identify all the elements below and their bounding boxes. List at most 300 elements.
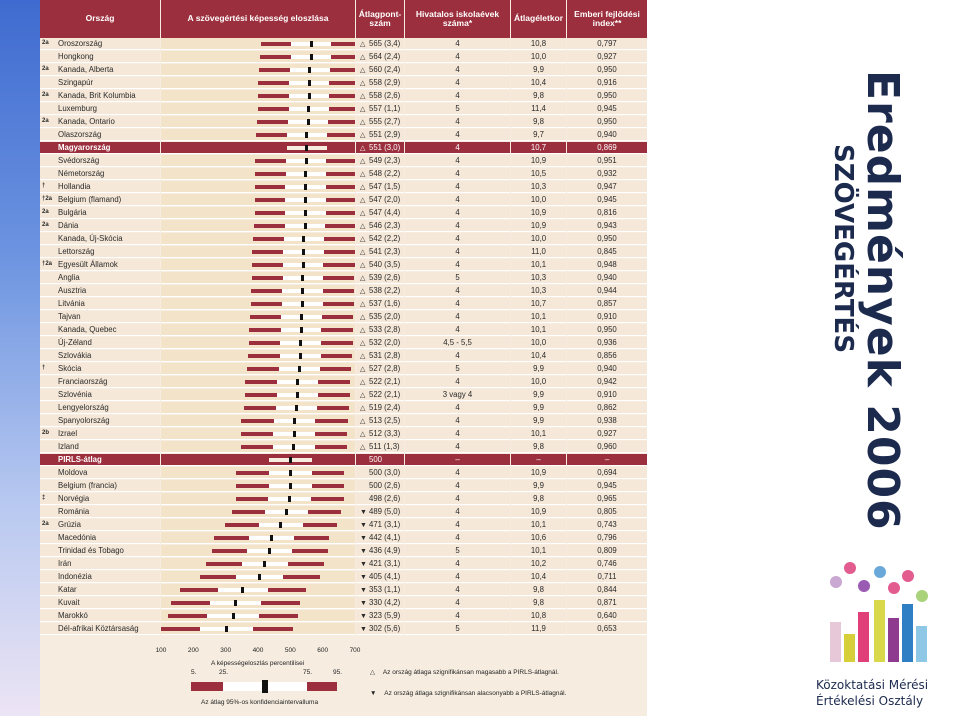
years-cell: 4 bbox=[405, 311, 510, 323]
axis-tick-label: 300 bbox=[220, 647, 232, 654]
mean-ci-marker bbox=[304, 197, 307, 203]
country-cell bbox=[40, 441, 160, 453]
table-row bbox=[40, 337, 647, 350]
percentile-bar-high bbox=[253, 627, 293, 631]
header-distribution: A szövegértési képesség eloszlása bbox=[161, 0, 356, 38]
score-cell bbox=[356, 558, 404, 570]
triangle-up-icon: △ bbox=[360, 418, 366, 425]
score-value: 522 (2,1) bbox=[369, 377, 401, 386]
age-cell: 9,9 bbox=[511, 402, 566, 414]
distribution-cell bbox=[161, 584, 355, 596]
score-value: 555 (2,7) bbox=[369, 117, 401, 126]
country-name: Szingapúr bbox=[58, 78, 94, 87]
years-cell: 4 bbox=[405, 38, 510, 50]
country-cell bbox=[40, 584, 160, 596]
table-row bbox=[40, 181, 647, 194]
legend-p5: 5. bbox=[191, 669, 197, 676]
percentile-bar-low bbox=[258, 94, 289, 98]
country-cell bbox=[40, 298, 160, 310]
legend-p75: 75. bbox=[303, 669, 313, 676]
score-value: 531 (2,8) bbox=[369, 351, 401, 360]
country-name: Trinidad és Tobago bbox=[58, 546, 124, 555]
mean-ci-marker bbox=[293, 418, 296, 424]
country-cell bbox=[40, 168, 160, 180]
years-cell: 4 bbox=[405, 129, 510, 141]
score-value: 500 (3,0) bbox=[369, 468, 401, 477]
score-cell bbox=[356, 467, 404, 479]
mean-ci-marker bbox=[289, 470, 292, 476]
country-cell bbox=[40, 116, 160, 128]
score-value: 489 (5,0) bbox=[369, 507, 401, 516]
score-cell bbox=[356, 493, 404, 505]
table-row bbox=[40, 246, 647, 259]
country-cell bbox=[40, 155, 160, 167]
score-cell bbox=[356, 77, 404, 89]
score-cell bbox=[356, 311, 404, 323]
triangle-up-icon: △ bbox=[360, 67, 366, 74]
distribution-cell bbox=[161, 376, 355, 388]
country-cell bbox=[40, 402, 160, 414]
triangle-up-icon: △ bbox=[360, 106, 366, 113]
distribution-cell bbox=[161, 519, 355, 531]
country-cell bbox=[40, 207, 160, 219]
triangle-up-icon: △ bbox=[360, 171, 366, 178]
years-cell: 4,5 - 5,5 bbox=[405, 337, 510, 349]
legend-ci-marker bbox=[262, 680, 268, 693]
percentile-bar-high bbox=[326, 172, 355, 176]
distribution-cell bbox=[161, 142, 355, 154]
percentile-bar-low bbox=[244, 406, 276, 410]
age-cell: 10,0 bbox=[511, 376, 566, 388]
title-block bbox=[808, 70, 918, 531]
percentile-bar-high bbox=[324, 250, 355, 254]
country-cell bbox=[40, 480, 160, 492]
age-cell: 10,4 bbox=[511, 77, 566, 89]
mean-ci-marker bbox=[304, 223, 307, 229]
percentile-bar-low bbox=[257, 120, 288, 124]
score-cell bbox=[356, 155, 404, 167]
hdi-cell: 0,910 bbox=[567, 389, 647, 401]
score-cell bbox=[356, 623, 404, 635]
logo-dot-6 bbox=[902, 570, 914, 582]
percentile-bar-low bbox=[255, 172, 286, 176]
country-cell bbox=[40, 350, 160, 362]
percentile-bar-low bbox=[258, 107, 289, 111]
mean-ci-marker bbox=[296, 392, 299, 398]
age-cell: 10,4 bbox=[511, 350, 566, 362]
table-row bbox=[40, 428, 647, 441]
years-cell: 4 bbox=[405, 220, 510, 232]
logo-text-line2: Értékelési Osztály bbox=[816, 694, 924, 708]
years-cell: 4 bbox=[405, 51, 510, 63]
table-row bbox=[40, 623, 647, 636]
percentile-bar-high bbox=[330, 68, 355, 72]
percentile-bar-high bbox=[322, 315, 353, 319]
hdi-cell: 0,947 bbox=[567, 181, 647, 193]
score-cell bbox=[356, 480, 404, 492]
triangle-down-icon: ▼ bbox=[360, 509, 367, 516]
years-cell: 4 bbox=[405, 155, 510, 167]
table-row bbox=[40, 77, 647, 90]
percentile-bar-high bbox=[329, 81, 355, 85]
years-cell: 4 bbox=[405, 441, 510, 453]
score-value: 535 (2,0) bbox=[369, 312, 401, 321]
hdi-cell: 0,910 bbox=[567, 311, 647, 323]
hdi-cell: 0,950 bbox=[567, 324, 647, 336]
axis-tick-label: 500 bbox=[284, 647, 296, 654]
country-name: Hongkong bbox=[58, 52, 94, 61]
percentile-bar-high bbox=[308, 510, 341, 514]
mean-ci-marker bbox=[305, 145, 308, 151]
hdi-cell: 0,816 bbox=[567, 207, 647, 219]
score-value: 557 (1,1) bbox=[369, 104, 401, 113]
percentile-bar-low bbox=[252, 276, 283, 280]
score-value: 471 (3,1) bbox=[369, 520, 401, 529]
table-row bbox=[40, 415, 647, 428]
percentile-bar-high bbox=[321, 354, 352, 358]
footnote-mark: 2a bbox=[42, 209, 49, 215]
country-name: Kanada, Quebec bbox=[58, 325, 117, 334]
logo-text-line1: Közoktatási Mérési bbox=[816, 678, 929, 692]
score-cell bbox=[356, 506, 404, 518]
table-row bbox=[40, 519, 647, 532]
triangle-up-icon: △ bbox=[360, 353, 366, 360]
distribution-cell bbox=[161, 532, 355, 544]
percentile-bar-low bbox=[255, 159, 286, 163]
distribution-cell bbox=[161, 129, 355, 141]
country-name: Katar bbox=[58, 585, 77, 594]
note-lower-text: Az ország átlaga szignifikánsan alacsonyabb a PIRLS-átlagnál. bbox=[384, 690, 567, 697]
hdi-cell: 0,945 bbox=[567, 194, 647, 206]
years-cell: 4 bbox=[405, 259, 510, 271]
country-cell bbox=[40, 77, 160, 89]
hdi-cell: 0,797 bbox=[567, 38, 647, 50]
logo-dot-2 bbox=[844, 562, 856, 574]
mean-ci-marker bbox=[293, 431, 296, 437]
country-name: Románia bbox=[58, 507, 90, 516]
table-row bbox=[40, 298, 647, 311]
logo-bar-1 bbox=[830, 622, 841, 662]
percentile-bar-high bbox=[318, 393, 350, 397]
percentile-bar-low bbox=[256, 146, 287, 150]
age-cell: 9,8 bbox=[511, 597, 566, 609]
triangle-up-icon: △ bbox=[360, 379, 366, 386]
score-cell bbox=[356, 610, 404, 622]
triangle-down-icon: ▼ bbox=[360, 561, 367, 568]
distribution-cell bbox=[161, 415, 355, 427]
header-score: Átlagpont- szám bbox=[356, 0, 405, 38]
percentile-bar-high bbox=[315, 432, 347, 436]
triangle-down-icon: ▼ bbox=[360, 613, 367, 620]
mean-ci-marker bbox=[300, 314, 303, 320]
percentile-bar-low bbox=[214, 536, 249, 540]
hdi-cell: 0,942 bbox=[567, 376, 647, 388]
score-value: 500 (2,6) bbox=[369, 481, 401, 490]
percentile-bar-low bbox=[241, 419, 273, 423]
age-cell: 11,9 bbox=[511, 623, 566, 635]
score-value: 436 (4,9) bbox=[369, 546, 401, 555]
percentile-bar-low bbox=[168, 614, 208, 618]
country-cell bbox=[40, 506, 160, 518]
distribution-cell bbox=[161, 103, 355, 115]
percentile-bar-low bbox=[259, 68, 290, 72]
distribution-cell bbox=[161, 285, 355, 297]
country-cell bbox=[40, 519, 160, 531]
country-cell bbox=[40, 623, 160, 635]
score-cell bbox=[356, 142, 404, 154]
triangle-up-icon: △ bbox=[360, 158, 366, 165]
triangle-up-icon: △ bbox=[360, 132, 366, 139]
distribution-cell bbox=[161, 90, 355, 102]
country-cell bbox=[40, 181, 160, 193]
percentile-bar-high bbox=[327, 146, 355, 150]
significance-legend bbox=[370, 660, 640, 710]
distribution-cell bbox=[161, 272, 355, 284]
percentile-bar-high bbox=[315, 445, 347, 449]
score-cell bbox=[356, 129, 404, 141]
country-cell bbox=[40, 428, 160, 440]
age-cell: 10,1 bbox=[511, 519, 566, 531]
percentile-bar-low bbox=[253, 237, 284, 241]
age-cell: 10,6 bbox=[511, 532, 566, 544]
table-row bbox=[40, 142, 647, 155]
score-value: 533 (2,8) bbox=[369, 325, 401, 334]
score-cell bbox=[356, 350, 404, 362]
score-value: 547 (1,5) bbox=[369, 182, 401, 191]
age-cell: 10,0 bbox=[511, 194, 566, 206]
country-cell bbox=[40, 376, 160, 388]
hdi-cell: 0,940 bbox=[567, 272, 647, 284]
age-cell: 10,1 bbox=[511, 428, 566, 440]
years-cell: 4 bbox=[405, 428, 510, 440]
age-cell: 9,9 bbox=[511, 363, 566, 375]
mean-ci-marker bbox=[308, 67, 311, 73]
country-name: Irán bbox=[58, 559, 72, 568]
country-name: Olaszország bbox=[58, 130, 102, 139]
score-value: 548 (2,2) bbox=[369, 169, 401, 178]
years-cell: 4 bbox=[405, 233, 510, 245]
score-value: 323 (5,9) bbox=[369, 611, 401, 620]
percentile-bar-low bbox=[200, 575, 236, 579]
header-hdi: Emberi fejlődési index** bbox=[567, 0, 647, 38]
hdi-cell: 0,945 bbox=[567, 103, 647, 115]
logo-bar-5 bbox=[888, 618, 899, 662]
percentile-bar-high bbox=[294, 536, 329, 540]
score-cell bbox=[356, 441, 404, 453]
table-row bbox=[40, 129, 647, 142]
axis-tick-label: 400 bbox=[252, 647, 264, 654]
percentile-bar-high bbox=[321, 328, 352, 332]
percentile-bar-low bbox=[206, 562, 242, 566]
mean-ci-marker bbox=[300, 327, 303, 333]
score-value: 498 (2,6) bbox=[369, 494, 401, 503]
score-cell bbox=[356, 38, 404, 50]
table-row bbox=[40, 38, 647, 51]
hdi-cell: 0,940 bbox=[567, 363, 647, 375]
percentile-bar-low bbox=[258, 81, 289, 85]
percentile-bar-high bbox=[312, 458, 345, 462]
hdi-cell: 0,948 bbox=[567, 259, 647, 271]
table-row bbox=[40, 220, 647, 233]
distribution-cell bbox=[161, 610, 355, 622]
country-name: Marokkó bbox=[58, 611, 88, 620]
percentile-bar-high bbox=[303, 523, 337, 527]
country-name: Indonézia bbox=[58, 572, 92, 581]
hdi-cell: 0,950 bbox=[567, 233, 647, 245]
triangle-up-icon: △ bbox=[370, 669, 375, 676]
distribution-cell bbox=[161, 545, 355, 557]
age-cell: 9,9 bbox=[511, 389, 566, 401]
age-cell: 9,8 bbox=[511, 116, 566, 128]
years-cell: 4 bbox=[405, 571, 510, 583]
country-name: Izrael bbox=[58, 429, 78, 438]
axis-tick-label: 200 bbox=[187, 647, 199, 654]
hdi-cell: 0,653 bbox=[567, 623, 647, 635]
age-cell: 11,0 bbox=[511, 246, 566, 258]
percentile-bar-low bbox=[180, 588, 218, 592]
mean-ci-marker bbox=[305, 158, 308, 164]
age-cell: 10,9 bbox=[511, 467, 566, 479]
table-row bbox=[40, 545, 647, 558]
years-cell: 4 bbox=[405, 493, 510, 505]
score-cell bbox=[356, 207, 404, 219]
percentile-bar-high bbox=[261, 601, 300, 605]
mean-ci-marker bbox=[307, 106, 310, 112]
footnote-mark: †2a bbox=[42, 196, 53, 202]
mean-ci-marker bbox=[288, 496, 291, 502]
hdi-cell: 0,869 bbox=[567, 142, 647, 154]
percentile-bar-high bbox=[321, 341, 352, 345]
table-row bbox=[40, 597, 647, 610]
hdi-cell: 0,950 bbox=[567, 116, 647, 128]
mean-ci-marker bbox=[298, 366, 301, 372]
percentile-bar-low bbox=[236, 484, 269, 488]
percentile-bar-low bbox=[245, 393, 277, 397]
age-cell: 9,9 bbox=[511, 415, 566, 427]
percentile-bar-high bbox=[268, 588, 306, 592]
hdi-cell: 0,927 bbox=[567, 51, 647, 63]
footnote-mark: 2a bbox=[42, 40, 49, 46]
distribution-cell bbox=[161, 467, 355, 479]
percentile-bar-high bbox=[318, 380, 350, 384]
triangle-down-icon: ▼ bbox=[370, 690, 377, 697]
hdi-cell: 0,857 bbox=[567, 298, 647, 310]
percentile-bar-high bbox=[328, 120, 355, 124]
mean-ci-marker bbox=[296, 379, 299, 385]
years-cell: 4 bbox=[405, 532, 510, 544]
mean-ci-marker bbox=[299, 353, 302, 359]
triangle-up-icon: △ bbox=[360, 444, 366, 451]
percentile-bar-low bbox=[232, 510, 265, 514]
score-value: 537 (1,6) bbox=[369, 299, 401, 308]
legend-bar-outer-right bbox=[307, 682, 337, 691]
percentile-bar-low bbox=[250, 315, 281, 319]
percentile-bar-low bbox=[236, 497, 269, 501]
table-row bbox=[40, 467, 647, 480]
table-row bbox=[40, 610, 647, 623]
score-value: 421 (3,1) bbox=[369, 559, 401, 568]
country-cell bbox=[40, 415, 160, 427]
score-cell bbox=[356, 298, 404, 310]
percentile-bar-low bbox=[252, 263, 283, 267]
country-name: Spanyolország bbox=[58, 416, 110, 425]
country-cell bbox=[40, 246, 160, 258]
country-cell bbox=[40, 597, 160, 609]
percentile-bar-high bbox=[331, 55, 355, 59]
hdi-cell: 0,944 bbox=[567, 285, 647, 297]
footnote-mark: 2b bbox=[42, 430, 50, 436]
country-cell bbox=[40, 194, 160, 206]
score-value: 405 (4,1) bbox=[369, 572, 401, 581]
triangle-up-icon: △ bbox=[360, 327, 366, 334]
table-row bbox=[40, 168, 647, 181]
years-cell: 4 bbox=[405, 415, 510, 427]
country-name: Kanada, Új-Skócia bbox=[58, 234, 123, 243]
organization-logo bbox=[812, 560, 952, 710]
years-cell: 4 bbox=[405, 350, 510, 362]
percentile-bar-high bbox=[323, 289, 354, 293]
triangle-up-icon: △ bbox=[360, 223, 366, 230]
country-cell bbox=[40, 493, 160, 505]
percentile-bar-high bbox=[326, 198, 355, 202]
footnote-mark: 2a bbox=[42, 92, 49, 98]
score-value: 519 (2,4) bbox=[369, 403, 401, 412]
score-value: 522 (2,1) bbox=[369, 390, 401, 399]
distribution-cell bbox=[161, 454, 355, 466]
country-name: Tajvan bbox=[58, 312, 81, 321]
score-cell bbox=[356, 233, 404, 245]
country-cell bbox=[40, 129, 160, 141]
mean-ci-marker bbox=[307, 119, 310, 125]
age-cell: 10,8 bbox=[511, 610, 566, 622]
mean-ci-marker bbox=[304, 210, 307, 216]
percentile-bar-high bbox=[327, 133, 355, 137]
country-cell bbox=[40, 532, 160, 544]
age-cell: 9,9 bbox=[511, 480, 566, 492]
mean-ci-marker bbox=[302, 262, 305, 268]
mean-ci-marker bbox=[232, 613, 235, 619]
percentile-bar-high bbox=[323, 263, 354, 267]
table-row bbox=[40, 103, 647, 116]
mean-ci-marker bbox=[289, 457, 292, 463]
distribution-cell bbox=[161, 259, 355, 271]
percentile-bar-high bbox=[312, 471, 345, 475]
table-row bbox=[40, 389, 647, 402]
mean-ci-marker bbox=[304, 184, 307, 190]
hdi-cell: 0,927 bbox=[567, 428, 647, 440]
distribution-cell bbox=[161, 77, 355, 89]
age-cell: 9,9 bbox=[511, 64, 566, 76]
mean-ci-marker bbox=[270, 535, 273, 541]
country-cell bbox=[40, 545, 160, 557]
distribution-cell bbox=[161, 233, 355, 245]
triangle-up-icon: △ bbox=[360, 80, 366, 87]
score-value: 564 (2,4) bbox=[369, 52, 401, 61]
triangle-up-icon: △ bbox=[360, 54, 366, 61]
distribution-cell bbox=[161, 116, 355, 128]
age-cell: 10,9 bbox=[511, 506, 566, 518]
years-cell: 4 bbox=[405, 116, 510, 128]
score-cell bbox=[356, 519, 404, 531]
country-cell bbox=[40, 337, 160, 349]
table-row bbox=[40, 571, 647, 584]
hdi-cell: 0,943 bbox=[567, 220, 647, 232]
score-value: 558 (2,6) bbox=[369, 91, 401, 100]
age-cell: 10,9 bbox=[511, 220, 566, 232]
hdi-cell: 0,951 bbox=[567, 155, 647, 167]
distribution-cell bbox=[161, 350, 355, 362]
score-cell bbox=[356, 454, 404, 466]
